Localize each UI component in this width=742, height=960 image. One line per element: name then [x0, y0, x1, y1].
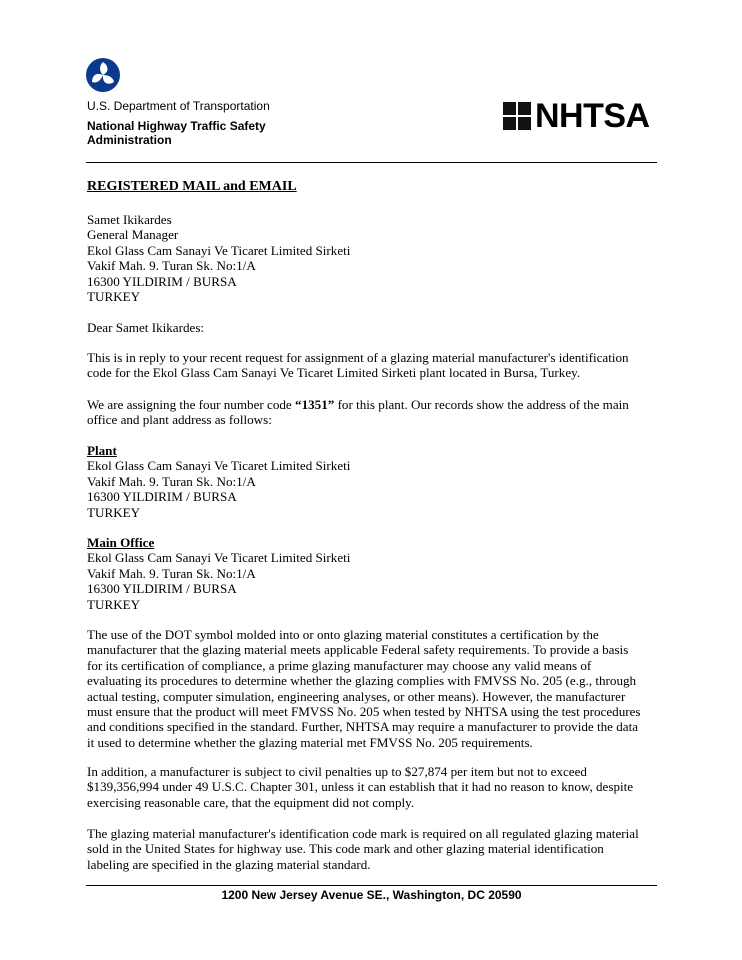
address-line: TURKEY	[87, 504, 141, 520]
agency-name	[87, 119, 307, 147]
address-line: Vakif Mah. 9. Turan Sk. No:1/A	[87, 258, 256, 274]
address-line: General Manager	[87, 227, 179, 243]
address-line: Ekol Glass Cam Sanayi Ve Ticaret Limited Sirketi	[87, 242, 351, 258]
paragraph-line: exercising reasonable care, that the equipment did not comply.	[87, 794, 415, 810]
department-name: U.S. Department of Transportation	[87, 99, 270, 113]
paragraph-line: manufacturer that the glazing material meets applicable Federal safety requirements. To provide a basis	[87, 642, 629, 658]
paragraph-code-mark	[87, 826, 657, 872]
nhtsa-logo	[503, 97, 650, 135]
nhtsa-wordmark: NHTSA	[535, 97, 650, 135]
paragraph-line: sold in the United States for highway use. This code mark and other glazing material identification	[87, 841, 604, 857]
paragraph-line: In addition, a manufacturer is subject to civil penalties up to $27,874 per item but not to exceed	[87, 764, 587, 779]
paragraph-line	[87, 397, 657, 412]
address-line: 16300 YILDIRIM / BURSA	[87, 273, 237, 289]
paragraph-request	[87, 350, 657, 381]
address-line: TURKEY	[87, 596, 141, 612]
code-outro: for this plant. Our records show the address of the main	[334, 397, 629, 412]
paragraph-line: must ensure that the product will meet FMVSS No. 205 when tested by NHTSA using the test procedures	[87, 704, 641, 720]
address-line: 16300 YILDIRIM / BURSA	[87, 489, 237, 505]
address-line: TURKEY	[87, 289, 141, 305]
address-line: Vakif Mah. 9. Turan Sk. No:1/A	[87, 565, 256, 581]
address-line: Samet Ikikardes	[87, 212, 172, 227]
paragraph-line: office and plant address as follows:	[87, 412, 272, 428]
mail-type: REGISTERED MAIL and EMAIL	[87, 179, 297, 194]
assigned-code: “1351”	[295, 397, 335, 412]
paragraph-line: The glazing material manufacturer's identification code mark is required on all regulated glazing material	[87, 826, 639, 841]
main-office-heading: Main Office	[87, 535, 155, 550]
paragraph-line: actual testing, computer simulation, engineering analyses, or other means). However, the manufacturer	[87, 688, 626, 704]
dot-logo-icon	[86, 58, 120, 92]
address-line: 16300 YILDIRIM / BURSA	[87, 581, 237, 597]
salutation: Dear Samet Ikikardes:	[87, 320, 205, 335]
paragraph-line: code for the Ekol Glass Cam Sanayi Ve Ticaret Limited Sirketi plant located in Bursa, Turkey.	[87, 365, 581, 381]
address-line: Vakif Mah. 9. Turan Sk. No:1/A	[87, 473, 256, 489]
recipient-address	[87, 212, 350, 304]
agency-name-line: Administration	[87, 133, 172, 147]
agency-name-line: National Highway Traffic Safety	[87, 119, 266, 133]
paragraph-line: it used to determine whether the glazing material met FMVSS No. 205 requirements.	[87, 734, 533, 750]
footer-divider	[86, 885, 657, 886]
paragraph-code-assignment	[87, 397, 657, 428]
paragraph-line: and conditions specified in the standard. Further, NHTSA may require a manufacturer to provide the data	[87, 719, 639, 735]
nhtsa-symbols-icon	[503, 102, 531, 130]
paragraph-line: evaluating its procedures to determine whether the glazing complies with FMVSS No. 205 (e.g., through	[87, 673, 637, 689]
header-divider	[86, 162, 657, 163]
footer-address: 1200 New Jersey Avenue SE., Washington, DC 20590	[221, 888, 522, 902]
address-line: Ekol Glass Cam Sanayi Ve Ticaret Limited Sirketi	[87, 458, 351, 474]
plant-address	[87, 443, 350, 520]
main-office-address	[87, 535, 350, 612]
paragraph-line: for its certification of compliance, a prime glazing manufacturer may choose any valid means of	[87, 657, 592, 673]
paragraph-penalties	[87, 764, 657, 810]
plant-heading: Plant	[87, 443, 117, 458]
paragraph-line: The use of the DOT symbol molded into or onto glazing material constitutes a certification by the	[87, 627, 599, 642]
address-line: Ekol Glass Cam Sanayi Ve Ticaret Limited Sirketi	[87, 550, 351, 566]
code-intro: We are assigning the four number code	[87, 397, 296, 412]
paragraph-line: labeling are specified in the glazing material standard.	[87, 856, 371, 872]
paragraph-line: This is in reply to your recent request for assignment of a glazing material manufacturer's identification	[87, 350, 629, 365]
paragraph-line: $139,356,994 under 49 U.S.C. Chapter 301, unless it can establish that it had no reason to know, despite	[87, 779, 634, 795]
paragraph-certification	[87, 627, 657, 750]
